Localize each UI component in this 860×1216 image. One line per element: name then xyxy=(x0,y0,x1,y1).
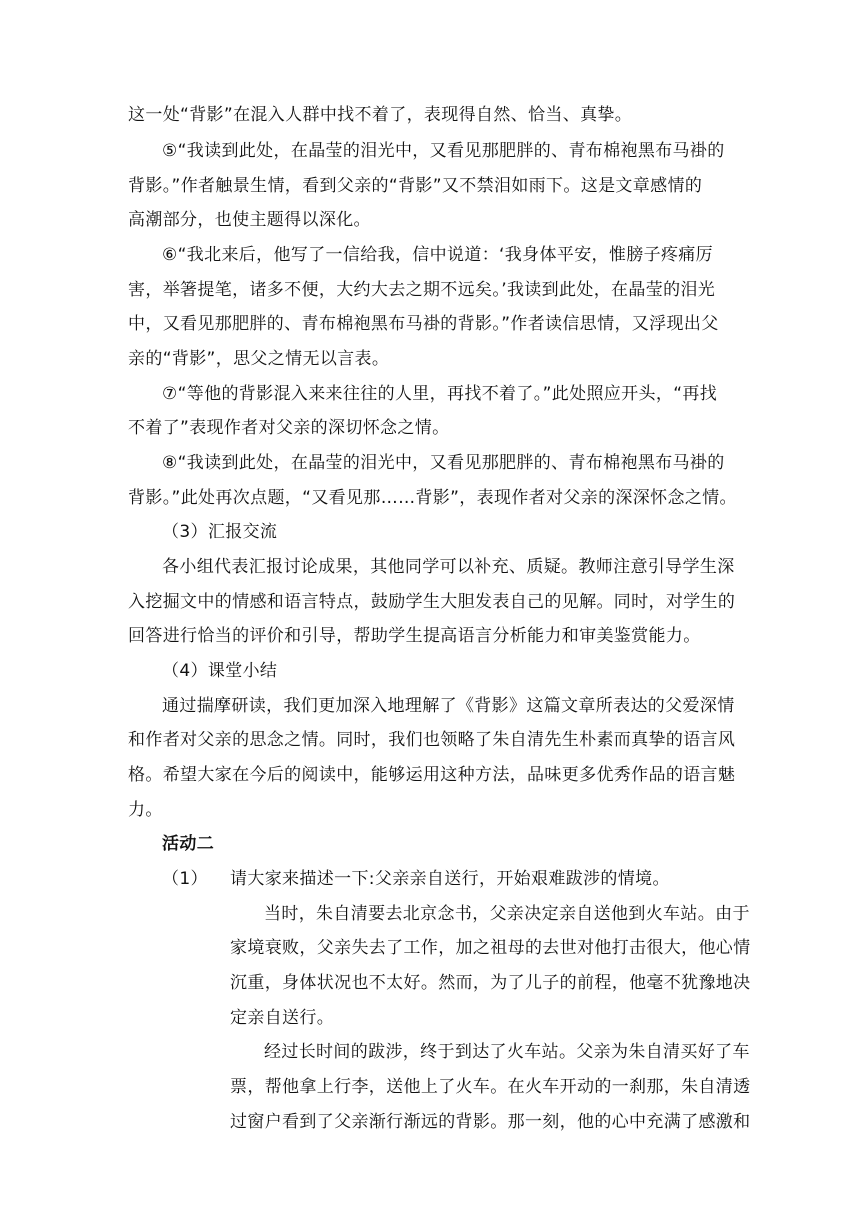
paragraph-line: 票，帮他拿上行李，送他上了火车。在火车开动的一刹那，朱自清透 xyxy=(230,1077,751,1097)
paragraph-line: 各小组代表汇报讨论成果，其他同学可以补充、质疑。教师注意引导学生深 xyxy=(162,557,735,577)
paragraph-line: 这一处“背影”在混入人群中找不着了，表现得自然、恰当、真挚。 xyxy=(128,105,633,125)
paragraph-line: 回答进行恰当的评价和引导，帮助学生提高语言分析能力和审美鉴赏能力。 xyxy=(128,626,701,646)
paragraph-line: 不着了”表现作者对父亲的深切怀念之情。 xyxy=(128,418,450,438)
paragraph-line: ⑦“等他的背影混入来来往往的人里，再找不着了。”此处照应开头，“再找 xyxy=(162,384,718,404)
paragraph-line: 高潮部分，也使主题得以深化。 xyxy=(128,210,371,230)
paragraph-line: 背影。”此处再次点题，“又看见那……背影”，表现作者对父亲的深深怀念之情。 xyxy=(128,488,737,508)
paragraph-line: ⑧“我读到此处，在晶莹的泪光中，又看见那肥胖的、青布棉袍黑布马褂的 xyxy=(162,453,725,473)
paragraph-line: 亲的“背影”，思父之情无以言表。 xyxy=(128,349,390,369)
paragraph-line: 定亲自送行。 xyxy=(230,1008,335,1028)
paragraph-line: 家境衰败，父亲失去了工作，加之祖母的去世对他打击很大，他心情 xyxy=(230,938,751,958)
paragraph-line: 背影。”作者触景生情，看到父亲的“背影”又不禁泪如雨下。这是文章感情的 xyxy=(128,176,703,196)
paragraph-line: 格。希望大家在今后的阅读中，能够运用这种方法，品味更多优秀作品的语言魅 xyxy=(128,765,736,785)
paragraph-line: 沉重，身体状况也不太好。然而，为了儿子的前程，他毫不犹豫地决 xyxy=(230,973,751,993)
list-number: （1） xyxy=(162,869,208,889)
paragraph-line: 通过揣摩研读，我们更加深入地理解了《背影》这篇文章所表达的父爱深情 xyxy=(162,696,735,716)
paragraph-line: ⑤“我读到此处，在晶莹的泪光中，又看见那肥胖的、青布棉袍黑布马褂的 xyxy=(162,141,725,161)
paragraph-line: 经过长时间的跋涉，终于到达了火车站。父亲为朱自清买好了车 xyxy=(264,1042,750,1062)
section-heading: （3）汇报交流 xyxy=(162,522,278,542)
paragraph-line: 中，又看见那肥胖的、青布棉袍黑布马褂的背影。”作者读信思情，又浮现出父 xyxy=(128,314,719,334)
list-item-text: 请大家来描述一下:父亲亲自送行，开始艰难跋涉的情境。 xyxy=(230,869,670,889)
paragraph-line: ⑥“我北来后，他写了一信给我，信中说道：‘我身体平安，惟膀子疼痛厉 xyxy=(162,245,713,265)
paragraph-line: 和作者对父亲的思念之情。同时，我们也领略了朱自清先生朴素而真挚的语言风 xyxy=(128,730,736,750)
paragraph-line: 入挖掘文中的情感和语言特点，鼓励学生大胆发表自己的见解。同时，对学生的 xyxy=(128,592,736,612)
paragraph-line: 力。 xyxy=(128,800,163,820)
paragraph-line: 过窗户看到了父亲渐行渐远的背影。那一刻，他的心中充满了感激和 xyxy=(230,1112,751,1132)
section-heading: （4）课堂小结 xyxy=(162,661,278,681)
paragraph-line: 当时，朱自清要去北京念书，父亲决定亲自送他到火车站。由于 xyxy=(264,904,750,924)
paragraph-line: 害，举箸提笔，诸多不便，大约大去之期不远矣。’我读到此处，在晶莹的泪光 xyxy=(128,280,716,300)
activity-heading: 活动二 xyxy=(162,834,215,854)
